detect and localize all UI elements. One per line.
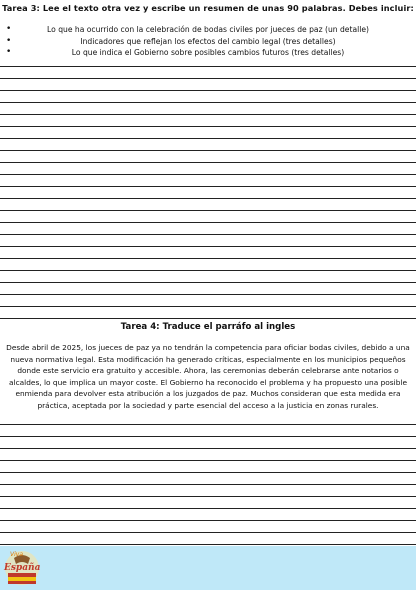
writing-line[interactable]: [0, 307, 416, 319]
writing-line[interactable]: [0, 187, 416, 199]
bullet-text: Indicadores que reflejan los efectos del cambio legal (tres detalles): [80, 36, 336, 46]
writing-line[interactable]: [0, 79, 416, 91]
writing-line[interactable]: [0, 55, 416, 67]
bullet-icon: •: [6, 35, 12, 46]
writing-line[interactable]: [0, 485, 416, 497]
footer-band: [0, 546, 416, 590]
logo-text: España: [4, 563, 41, 573]
writing-line[interactable]: [0, 211, 416, 223]
writing-line[interactable]: [0, 295, 416, 307]
task4-writing-lines[interactable]: [0, 413, 416, 545]
writing-line[interactable]: [0, 259, 416, 271]
bullet-icon: •: [6, 47, 12, 57]
bullet-text: Lo que indica el Gobierno sobre posibles cambios futuros (tres detalles): [71, 48, 345, 57]
writing-line[interactable]: [0, 497, 416, 509]
writing-line[interactable]: [0, 235, 416, 247]
writing-line[interactable]: [0, 425, 416, 437]
writing-line[interactable]: [0, 67, 416, 79]
writing-line[interactable]: [0, 103, 416, 115]
task3-title: Tarea 3: Lee el texto otra vez y escribe un resumen de unas 90 palabras. Debes incluir:: [2, 3, 414, 13]
writing-line[interactable]: [0, 533, 416, 545]
writing-line[interactable]: [0, 509, 416, 521]
writing-line[interactable]: [0, 127, 416, 139]
writing-line[interactable]: [0, 413, 416, 425]
writing-line[interactable]: [0, 163, 416, 175]
bullet-icon: •: [6, 24, 12, 34]
writing-line[interactable]: [0, 449, 416, 461]
task4-paragraph: Desde abril de 2025, los jueces de paz ya no tendrán la competencia para oficiar bodas civiles, debido a una nueva normativa legal. Esta modificación ha generado críticas, especialmente en los municipios pequeños donde este servicio era gratuito y accesible. Ahora, las ceremonias deberán celebrarse ante notarios o alcaldes, lo que implica un mayor coste. El Gobierno ha reconocido el problema y ha propuesto una posible enmienda para devolver esta atribución a los juzgados de paz. Muchos consideran que esta medida era práctica, aceptada por la sociedad y parte esencial del acceso a la justicia en zonas rurales.: [6, 343, 410, 410]
writing-line[interactable]: [0, 175, 416, 187]
writing-line[interactable]: [0, 91, 416, 103]
writing-line[interactable]: [0, 461, 416, 473]
writing-line[interactable]: [0, 247, 416, 259]
writing-line[interactable]: [0, 473, 416, 485]
writing-line[interactable]: [0, 437, 416, 449]
writing-line[interactable]: [0, 271, 416, 283]
bullet-item: [0, 37, 416, 49]
writing-line[interactable]: [0, 521, 416, 533]
writing-line[interactable]: [0, 199, 416, 211]
logo-small-text: Viva: [10, 551, 23, 558]
writing-line[interactable]: [0, 139, 416, 151]
writing-line[interactable]: [0, 283, 416, 295]
writing-line[interactable]: [0, 223, 416, 235]
writing-line[interactable]: [0, 115, 416, 127]
writing-line[interactable]: [0, 151, 416, 163]
task3-writing-lines[interactable]: [0, 55, 416, 319]
bullet-item: [0, 25, 416, 37]
task4-title: Tarea 4: Traduce el parráfo al ingles: [120, 322, 296, 332]
bullet-text: Lo que ha ocurrido con la celebración de bodas civiles por jueces de paz (un detalle): [47, 25, 369, 34]
